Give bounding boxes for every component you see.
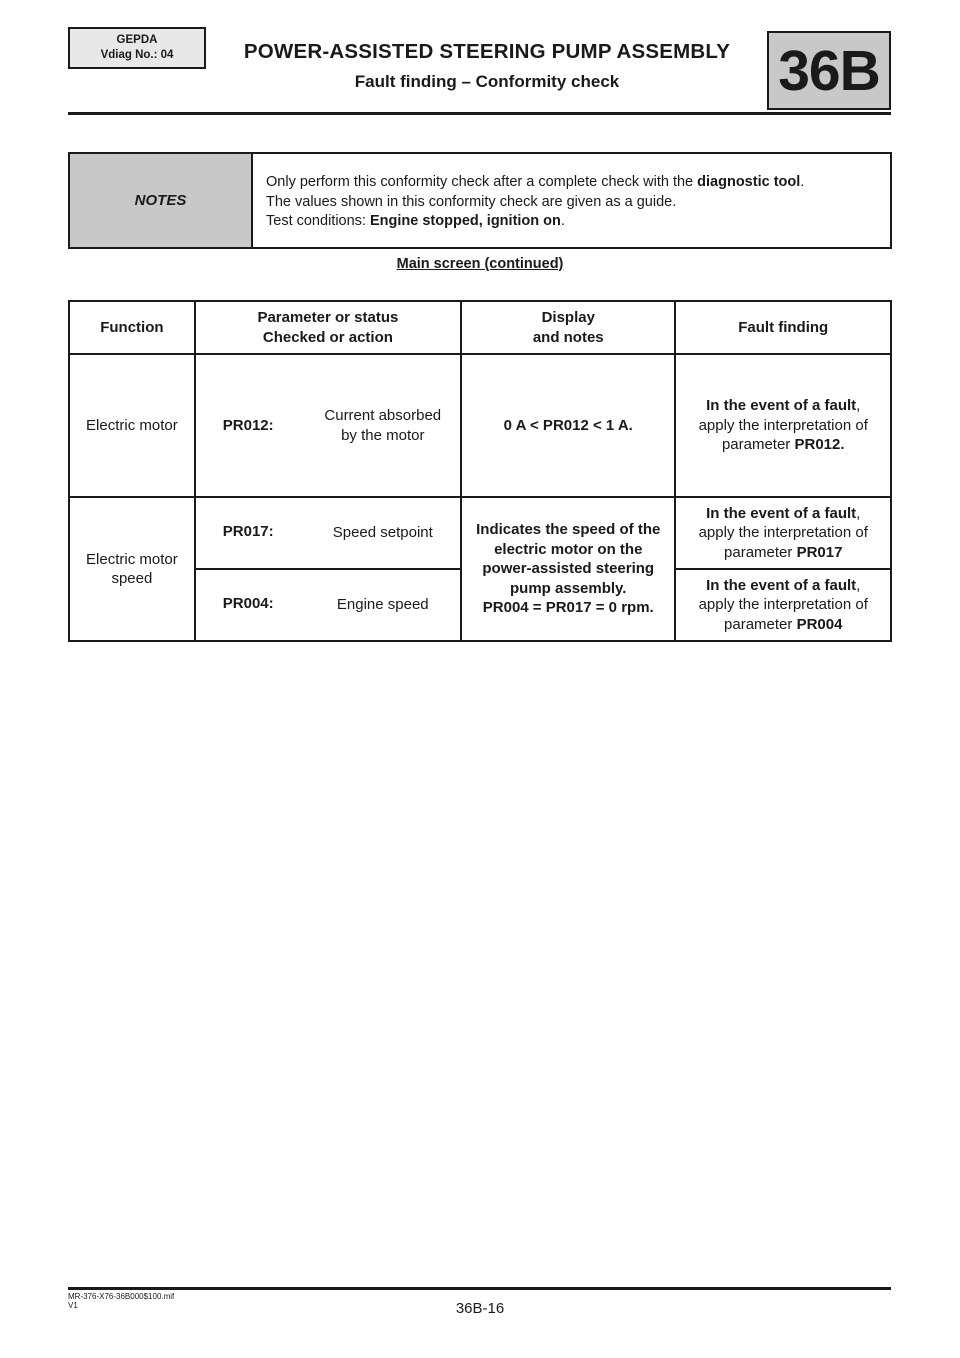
section-code-box [767,31,891,110]
parameter-code: PR017: [222,523,274,540]
cell-parameter [195,569,461,641]
parameter-description-line-2: by the motor [341,426,425,444]
cell-parameter [195,497,461,569]
gepda-label: GEPDA [116,34,158,46]
fault-heading: In the event of a fault [706,397,857,415]
notes-line-1-text: Only perform this conformity check after a complete check with the [266,174,698,190]
header-display-line-1: Display [541,309,595,326]
parameter-description: Speed setpoint [332,524,433,541]
cell-parameter [195,354,461,497]
notes-box [68,152,892,249]
header-display [461,301,675,354]
display-line-4: pump assembly. [510,579,627,597]
notes-line-3-end: . [560,213,565,229]
fault-parameter-code: PR004 [796,615,843,633]
notes-line-1-end: . [800,174,805,190]
parameter-code: PR004: [222,595,274,612]
fault-line-2: apply the interpretation of [698,596,868,614]
parameter-description-line-1: Current absorbed [324,407,442,424]
footer-version: V1 [68,1301,78,1310]
fault-line-3 [676,543,890,563]
header-parameter [195,301,461,354]
notes-line-3-text: Test conditions: [266,213,370,229]
notes-line-2: The values shown in this conformity check are given as a guide. [266,193,677,210]
fault-comma: , [856,576,861,594]
conformity-table [68,300,892,642]
page-number: 36B-16 [455,1300,505,1317]
fault-parameter-label: parameter [724,543,797,561]
notes-line-3-bold: Engine stopped, ignition on [369,213,561,229]
cell-fault-finding [675,497,891,569]
parameter-description: Engine speed [336,596,429,613]
notes-line-1-bold: diagnostic tool [697,174,801,190]
function-line-2: speed [111,570,153,587]
header-function: Function [69,301,195,354]
fault-comma: , [856,397,861,415]
fault-heading: In the event of a fault [706,504,857,522]
cell-display [461,497,675,641]
fault-parameter-code: PR017 [796,543,843,561]
fault-line-2: apply the interpretation of [698,524,868,542]
display-line-2: electric motor on the [494,540,643,558]
footer-file-name: MR-376-X76-36B000$100.mif [68,1292,175,1301]
function-line-1: Electric motor [86,550,178,568]
vdiag-label: Vdiag No.: 04 [100,49,174,61]
vehicle-info-box [68,27,206,69]
notes-text [253,154,816,247]
fault-heading: In the event of a fault [706,576,857,594]
cell-function [69,497,195,641]
header-divider [68,112,891,115]
table-row [69,497,891,569]
display-line-1: Indicates the speed of the [476,521,661,539]
display-line-3: power-assisted steering [482,560,655,578]
fault-parameter-code: PR012. [794,436,845,454]
cell-function: Electric motor [69,354,195,497]
fault-line-1 [676,576,890,596]
fault-parameter-label: parameter [724,615,797,633]
cell-fault-finding [675,569,891,641]
cell-display: 0 A < PR012 < 1 A. [461,354,675,497]
table-header-row [69,301,891,354]
header-parameter-line-2: Checked or action [262,328,393,346]
fault-comma: , [856,504,861,522]
footer-divider [68,1287,891,1290]
parameter-code: PR012: [222,417,274,434]
fault-line-2: apply the interpretation of [698,416,868,434]
fault-line-3 [676,615,890,635]
notes-line-1 [266,173,804,193]
header-fault-finding: Fault finding [675,301,891,354]
fault-line-1 [676,504,890,524]
notes-line-3 [266,212,804,232]
cell-fault-finding [675,354,891,497]
fault-parameter-label: parameter [721,436,795,454]
section-title: Main screen (continued) [396,256,564,272]
header-parameter-line-1: Parameter or status [257,309,399,326]
page-title: POWER-ASSISTED STEERING PUMP ASSEMBLY [243,40,731,63]
section-code: 36B [778,38,880,103]
fault-line-1 [676,396,890,416]
page-subtitle: Fault finding – Conformity check [354,72,620,91]
display-line-5: PR004 = PR017 = 0 rpm. [482,599,654,617]
fault-line-3 [676,435,890,455]
parameter-description [308,406,458,445]
notes-label: NOTES [70,154,253,247]
header-display-line-2: and notes [532,328,604,346]
table-row [69,354,891,497]
